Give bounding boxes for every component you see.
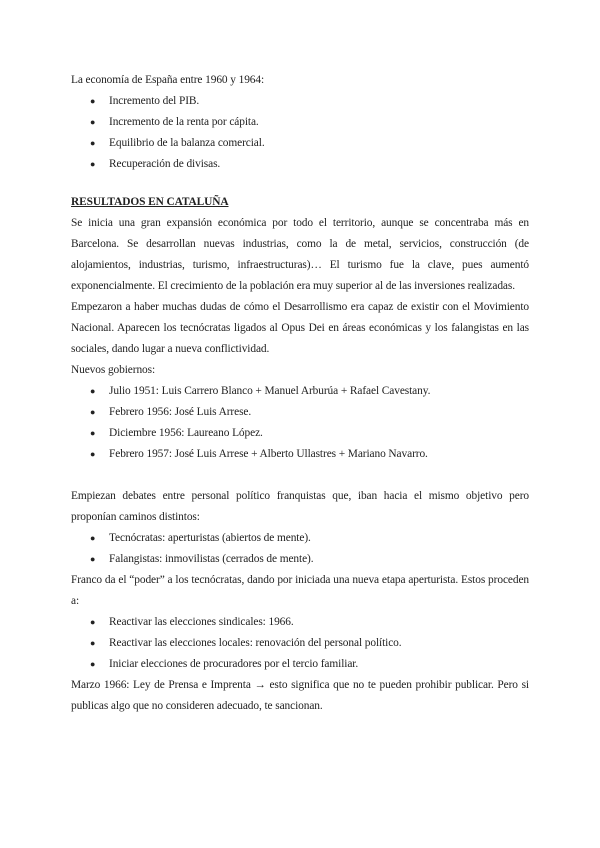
actions-list <box>71 612 529 675</box>
list-item: ● Iniciar elecciones de procuradores por el tercio familiar. <box>71 654 529 675</box>
factions-list <box>71 528 529 570</box>
list-item: ● Julio 1951: Luis Carrero Blanco + Manuel Arburúa + Rafael Cavestany. <box>71 381 529 402</box>
governments-list <box>71 381 529 465</box>
bullet-icon: ● <box>90 386 96 396</box>
bullet-icon: ● <box>90 638 96 648</box>
list-item: ● Equilibrio de la balanza comercial. <box>71 133 529 154</box>
list-item: ● Reactivar las elecciones sindicales: 1966. <box>71 612 529 633</box>
list-item: ● Incremento del PIB. <box>71 91 529 112</box>
bullet-icon: ● <box>90 617 96 627</box>
bullet-icon: ● <box>90 138 96 148</box>
paragraph-doubts: Empezaron a haber muchas dudas de cómo el Desarrollismo era capaz de existir con el Movimiento Nacional. Aparecen los tecnócratas ligados al Opus Dei en áreas económicas y los falangistas en las sociales, dando lugar a nueva conflictividad. <box>71 301 529 355</box>
bullet-icon: ● <box>90 659 96 669</box>
list-item: ● Febrero 1957: José Luis Arrese + Alberto Ullastres + Mariano Navarro. <box>71 444 529 465</box>
bullet-icon: ● <box>90 96 96 106</box>
list-item: ● Reactivar las elecciones locales: renovación del personal político. <box>71 633 529 654</box>
intro-list <box>71 91 529 175</box>
document-page <box>71 70 529 717</box>
bullet-icon: ● <box>90 428 96 438</box>
blank-line <box>71 465 529 486</box>
bullet-icon: ● <box>90 533 96 543</box>
list-item: ● Incremento de la renta por cápita. <box>71 112 529 133</box>
paragraph-franco: Franco da el “poder” a los tecnócratas, dando por iniciada una nueva etapa aperturista. Estos proceden a: <box>71 574 529 607</box>
paragraph-debates: Empiezan debates entre personal político franquistas que, iban hacia el mismo objetivo pero proponían caminos distintos: <box>71 490 529 523</box>
section-heading: RESULTADOS EN CATALUÑA <box>71 196 229 208</box>
bullet-icon: ● <box>90 554 96 564</box>
list-item: ● Febrero 1956: José Luis Arrese. <box>71 402 529 423</box>
bullet-icon: ● <box>90 159 96 169</box>
bullet-icon: ● <box>90 449 96 459</box>
list-item: ● Falangistas: inmovilistas (cerrados de mente). <box>71 549 529 570</box>
governments-label: Nuevos gobiernos: <box>71 364 156 376</box>
intro-title: La economía de España entre 1960 y 1964: <box>71 74 265 86</box>
list-item: ● Tecnócratas: aperturistas (abiertos de mente). <box>71 528 529 549</box>
paragraph-expansion: Se inicia una gran expansión económica por todo el territorio, aunque se concentraba más en Barcelona. Se desarrollan nuevas industrias, como la de metal, servicios, construcción (de alojamientos, industrias, turismo, infraestructuras)… El turismo fue la clave, pues aumentó exponencialmente. El crecimiento de la población era muy superior al de las inversiones realizadas. <box>71 217 529 292</box>
bullet-icon: ● <box>90 117 96 127</box>
list-item: ● Recuperación de divisas. <box>71 154 529 175</box>
paragraph-press-law: Marzo 1966: Ley de Prensa e Imprenta → esto significa que no te pueden prohibir publicar. Pero si publicas algo que no consideren adecuado, te sancionan. <box>71 679 529 712</box>
bullet-icon: ● <box>90 407 96 417</box>
list-item: ● Diciembre 1956: Laureano López. <box>71 423 529 444</box>
